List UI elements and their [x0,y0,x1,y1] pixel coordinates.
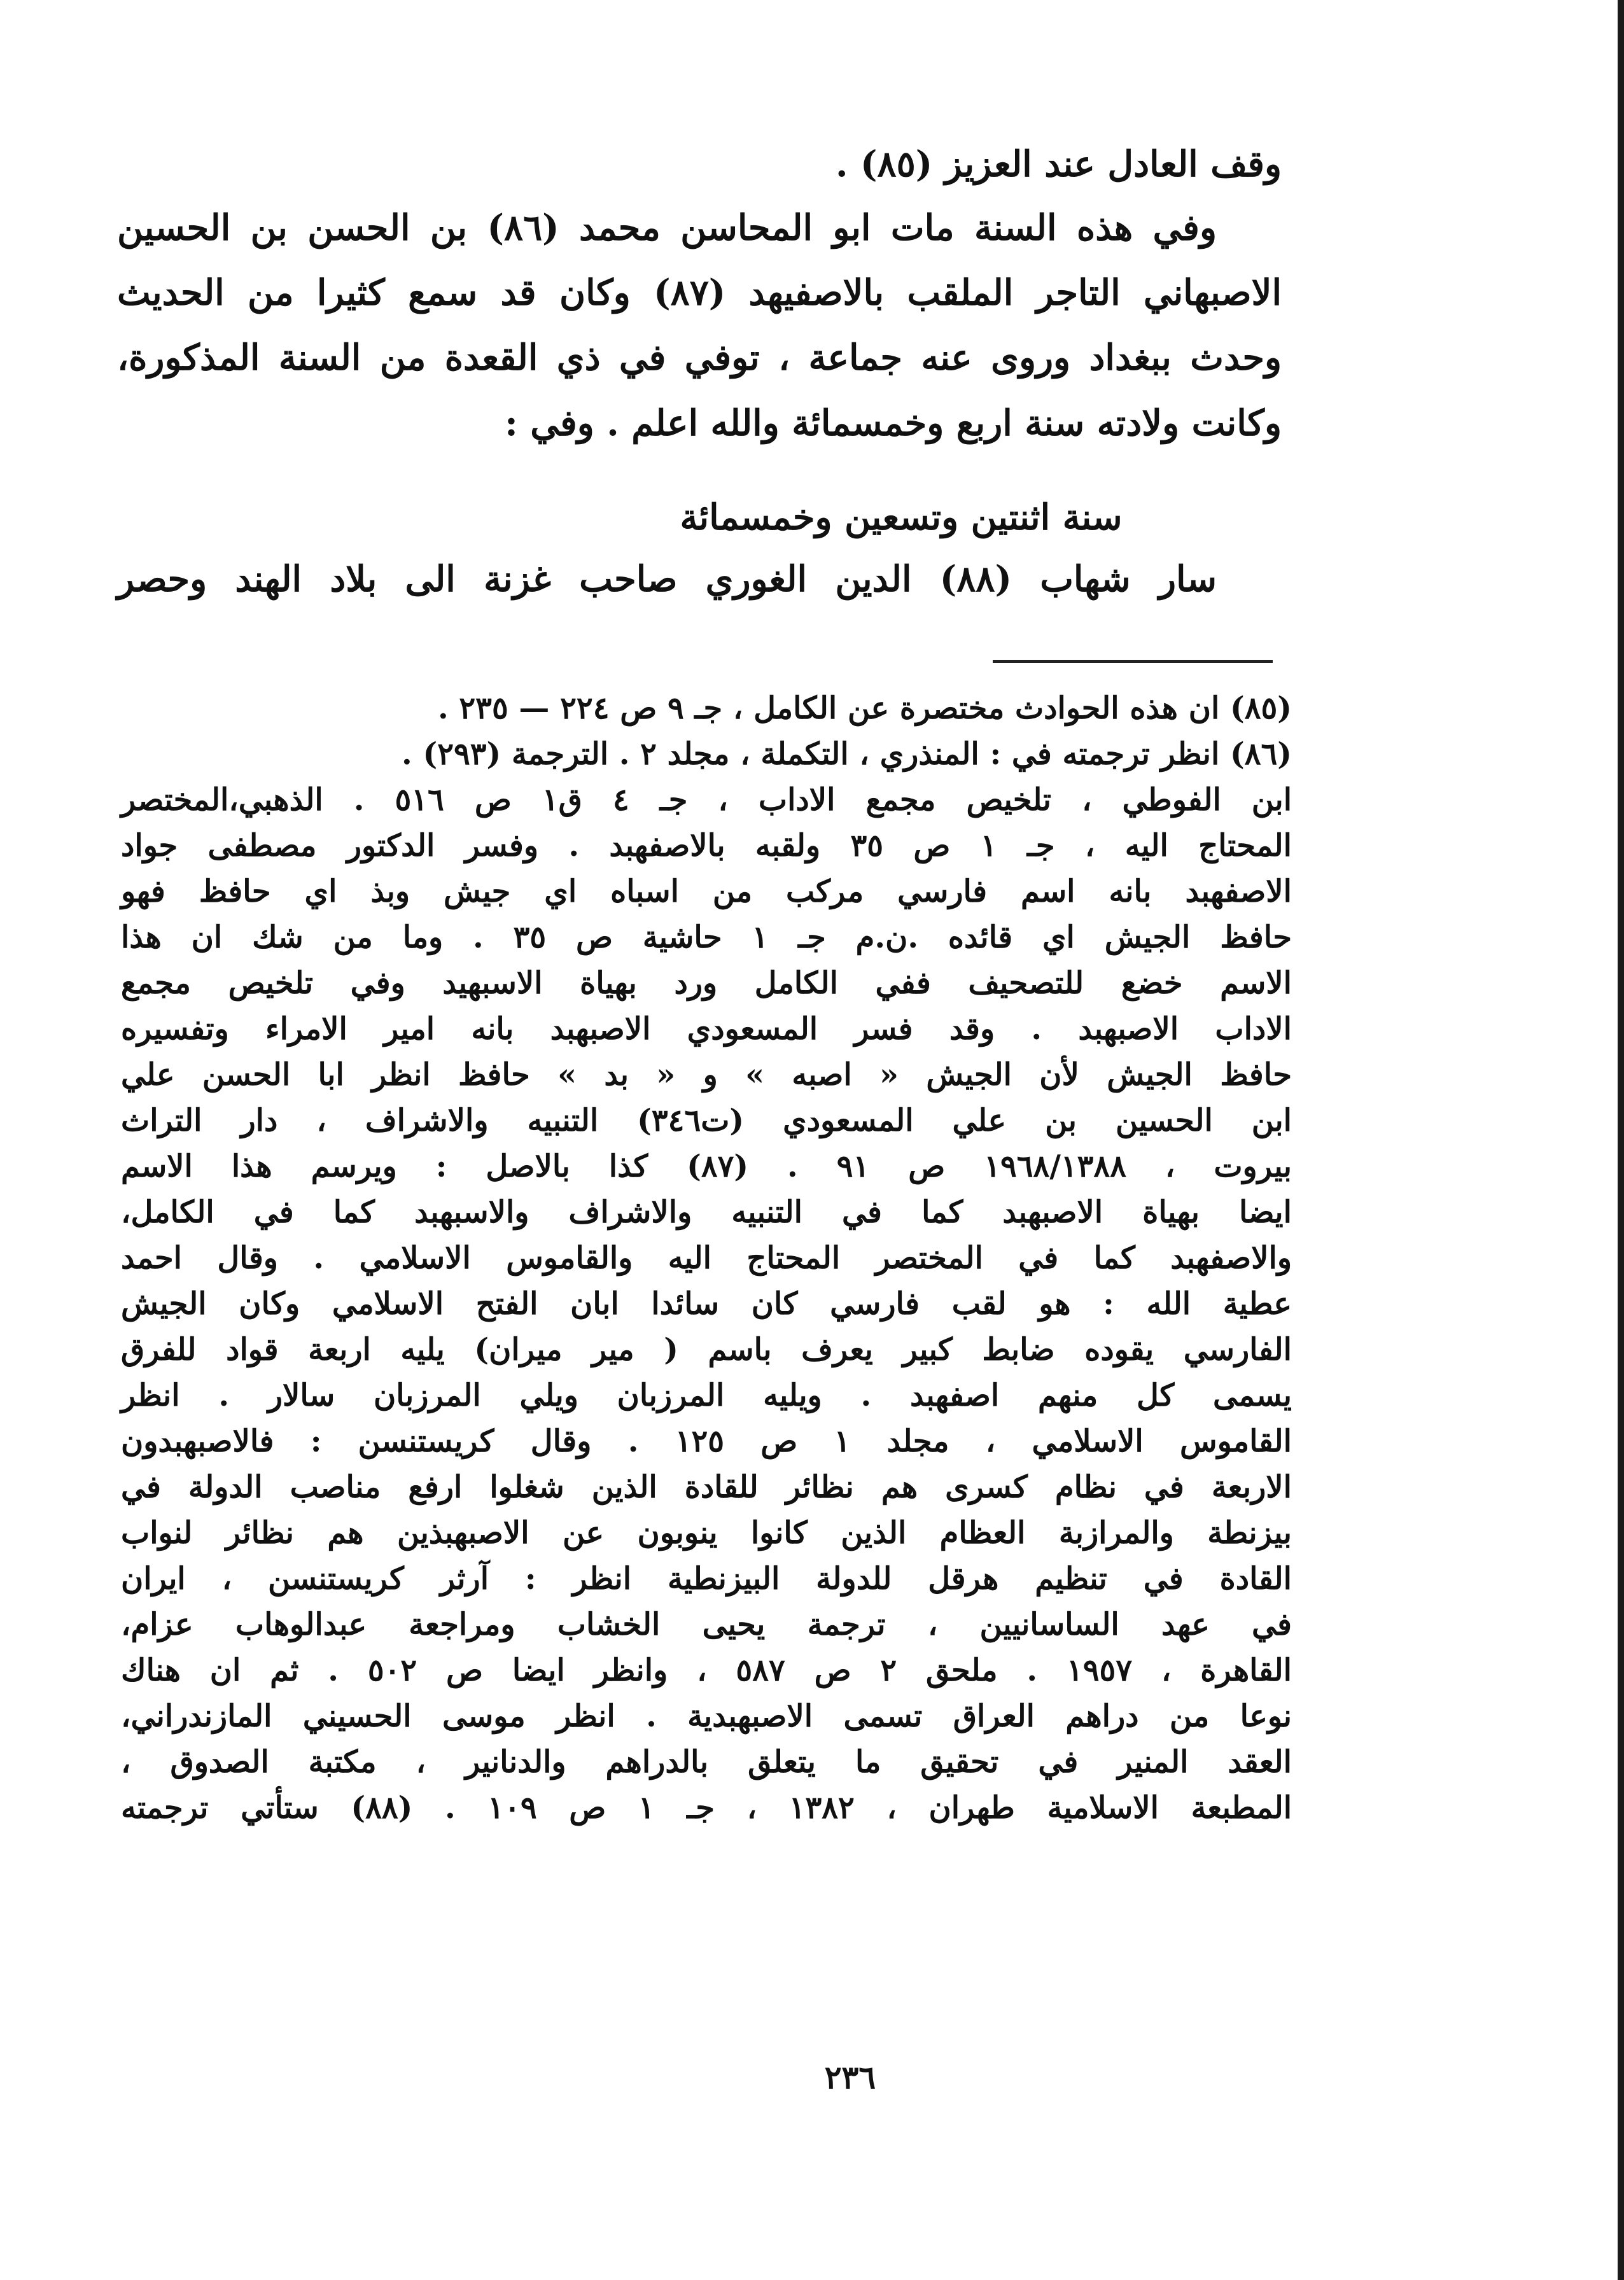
footnote-line: بيروت ، ١٩٦٨/١٣٨٨ ص ٩١ . (٨٧) كذا بالاصل : ويرسم هذا الاسم [121,1149,1292,1184]
footnote-line: (٨٦) انظر ترجمته في : المنذري ، التكملة ، مجلد ٢ . الترجمة (٢٩٣) . [402,736,1292,772]
footnote-line: القادة في تنظيم هرقل للدولة البيزنطية انظر : آرثر كريستنسن ، ايران [121,1561,1292,1597]
footnote-line: القاموس الاسلامي ، مجلد ١ ص ١٢٥ . وقال كريستنسن : فالاصبهبدون [121,1423,1292,1459]
footnote-line: نوعا من دراهم العراق تسمى الاصبهبدية . انظر موسى الحسيني المازندراني، [121,1698,1292,1734]
footnote-line: العقد المنير في تحقيق ما يتعلق بالدراهم والدنانير ، مكتبة الصدوق ، [121,1744,1292,1780]
body-line-2: وفي هذه السنة مات ابو المحاسن محمد (٨٦) بن الحسن بن الحسين [117,207,1217,249]
footnote-line: الاداب الاصبهبد . وقد فسر المسعودي الاصبهبد بانه امير الامراء وتفسيره [121,1011,1292,1047]
footnote-line: المطبعة الاسلامية طهران ، ١٣٨٢ ، جـ ١ ص ١٠٩ . (٨٨) ستأتي ترجمته [121,1790,1292,1826]
footnote-separator [993,660,1273,663]
footnote-line: والاصفهبد كما في المختصر المحتاج اليه والقاموس الاسلامي . وقال احمد [121,1240,1292,1276]
footnote-line: (٨٥) ان هذه الحوادث مختصرة عن الكامل ، جـ ٩ ص ٢٢٤ — ٢٣٥ . [437,690,1292,726]
body-line-4: وحدث ببغداد وروى عنه جماعة ، توفي في ذي القعدة من السنة المذكورة، [117,337,1282,379]
footnote-line: بيزنطة والمرازبة العظام الذين كانوا ينوبون عن الاصبهبذين هم نظائر لنواب [121,1515,1292,1551]
footnote-line: الاربعة في نظام كسرى هم نظائر للقادة الذين شغلوا ارفع مناصب الدولة في [121,1469,1292,1505]
section-heading [0,489,1624,546]
footnote-line: حافظ الجيش لأن الجيش « اصبه » و « بد » حافظ انظر ابا الحسن علي [121,1057,1292,1093]
body-line-3: الاصبهاني التاجر الملقب بالاصفيهد (٨٧) وكان قد سمع كثيرا من الحديث [117,272,1282,314]
footnote-line: القاهرة ، ١٩٥٧ . ملحق ٢ ص ٥٨٧ ، وانظر ايضا ص ٥٠٢ . ثم ان هناك [121,1653,1292,1688]
footnote-line: الاسم خضع للتصحيف ففي الكامل ورد بهياة الاسبهيد وفي تلخيص مجمع [121,965,1292,1001]
section-heading-text: سنة اثنتين وتسعين وخمسمائة [680,496,1123,538]
footnote-line: الاصفهبد بانه اسم فارسي مركب من اسباه اي جيش وبذ اي حافظ فهو [121,874,1292,909]
footnote-line: ابن الفوطي ، تلخيص مجمع الاداب ، جـ ٤ ق١ ص ٥١٦ . الذهبي،المختصر [121,782,1292,818]
body-line-5: وكانت ولادته سنة اربع وخمسمائة والله اعلم . وفي : [505,402,1282,444]
footnote-line: الفارسي يقوده ضابط كبير يعرف باسم ( مير ميران) يليه اربعة قواد للفرق [121,1332,1292,1367]
page-number-text: ٢٣٦ [824,2059,876,2096]
footnote-line: في عهد الساسانيين ، ترجمة يحيى الخشاب ومراجعة عبدالوهاب عزام، [121,1607,1292,1642]
footnote-line: المحتاج اليه ، جـ ١ ص ٣٥ ولقبه بالاصفهبد . وفسر الدكتور مصطفى جواد [121,828,1292,864]
footnote-line: ابن الحسين بن علي المسعودي (ت٣٤٦) التنبيه والاشراف ، دار التراث [121,1103,1292,1138]
footnote-line: ايضا بهياة الاصبهبد كما في التنبيه والاشراف والاسبهبد كما في الكامل، [121,1194,1292,1230]
section-first-line: سار شهاب (٨٨) الدين الغوري صاحب غزنة الى بلاد الهند وحصر [117,558,1217,600]
footnote-line: يسمى كل منهم اصفهبد . ويليه المرزبان ويلي المرزبان سالار . انظر [121,1378,1292,1413]
page-edge-border [1618,0,1624,2280]
body-line-1: وقف العادل عند العزيز (٨٥) . [836,143,1282,185]
footnote-line: عطية الله : هو لقب فارسي كان سائدا ابان الفتح الاسلامي وكان الجيش [121,1286,1292,1322]
footnote-line: حافظ الجيش اي قائده .ن.م جـ ١ حاشية ص ٣٥ . وما من شك ان هذا [121,920,1292,955]
page-number [0,2059,1624,2096]
